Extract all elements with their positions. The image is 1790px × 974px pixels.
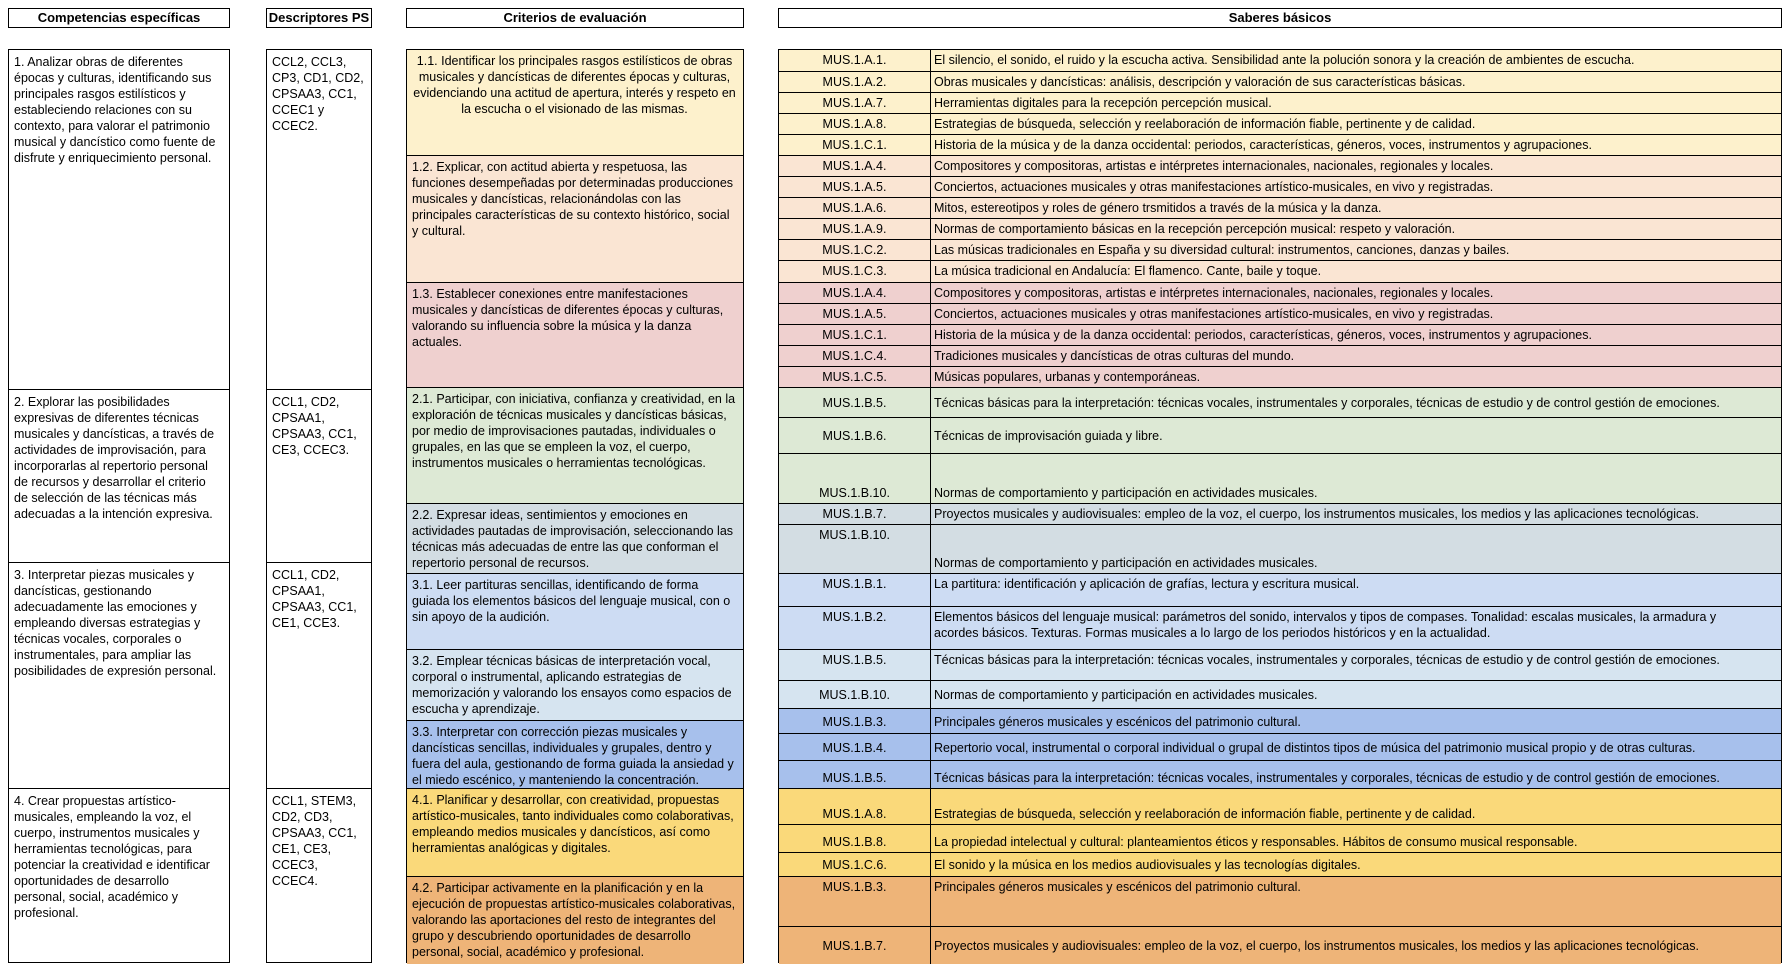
saber-code: MUS.1.B.8. bbox=[779, 825, 931, 852]
saber-text: Técnicas básicas para la interpretación: técnicas vocales, instrumentales y corporales, técnicas de estudio y de control gestión de emociones. bbox=[934, 771, 1720, 785]
competencia-cell bbox=[9, 788, 229, 964]
criterio-text: 2.2. Expresar ideas, sentimientos y emociones en actividades pautadas de improvisación, seleccionando las técnicas más adecuadas de entre las que conforman el repertorio personal de recursos. bbox=[412, 508, 734, 570]
saber-row bbox=[779, 176, 1781, 197]
saber-code: MUS.1.C.4. bbox=[779, 346, 931, 366]
saber-text: Elementos básicos del lenguaje musical: parámetros del sonido, intervalos y tipos de compases. Tonalidad: escalas musicales, la armadura y acordes básicos. Texturas. Formas musicales a lo largo de los periodos históricos y en la actualidad. bbox=[934, 610, 1717, 640]
descriptores-text: CCL1, STEM3, CD2, CD3, CPSAA3, CC1, CE1, CE3, CCEC3, CCEC4. bbox=[272, 794, 357, 888]
saber-code: MUS.1.B.7. bbox=[779, 504, 931, 524]
saber-text: La música tradicional en Andalucía: El flamenco. Cante, baile y toque. bbox=[934, 264, 1322, 278]
criterio-text: 1.2. Explicar, con actitud abierta y respetuosa, las funciones desempeñadas por determinadas producciones musicales y dancísticas, relacionándolas con las principales características de su contexto histórico, social y cultural. bbox=[412, 160, 734, 238]
saber-text: Estrategias de búsqueda, selección y reelaboración de información fiable, pertinente y de calidad. bbox=[934, 807, 1476, 821]
saber-code: MUS.1.B.10. bbox=[779, 454, 931, 503]
saber-row bbox=[779, 218, 1781, 239]
saber-row bbox=[779, 197, 1781, 218]
saber-text: La propiedad intelectual y cultural: planteamientos éticos y responsables. Hábitos de consumo musical responsable. bbox=[934, 835, 1578, 849]
saber-row bbox=[779, 824, 1781, 852]
saber-code: MUS.1.C.3. bbox=[779, 261, 931, 282]
competencia-text: 1. Analizar obras de diferentes épocas y culturas, identificando sus principales rasgos estilísticos y estableciendo relaciones con su contexto, para valorar el patrimonio musical y dancístico como fuente de disfrute y enriquecimiento personal. bbox=[14, 55, 216, 165]
saber-code: MUS.1.B.3. bbox=[779, 709, 931, 733]
criterios-column bbox=[406, 49, 744, 963]
criterio-cell bbox=[407, 50, 743, 155]
criterio-cell bbox=[407, 876, 743, 964]
criterio-text: 3.2. Emplear técnicas básicas de interpretación vocal, corporal o instrumental, aplicando estrategias de memorización y valorando los ensayos como espacios de escucha y aprendizaje. bbox=[412, 654, 732, 716]
descriptores-column bbox=[266, 49, 372, 963]
saber-row bbox=[779, 680, 1781, 708]
header-criterios: Criterios de evaluación bbox=[406, 8, 744, 28]
descriptores-text: CCL1, CD2, CPSAA1, CPSAA3, CC1, CE3, CCEC3. bbox=[272, 395, 357, 457]
saber-code: MUS.1.A.8. bbox=[779, 789, 931, 824]
saber-text: Conciertos, actuaciones musicales y otras manifestaciones artístico-musicales, en vivo y registradas. bbox=[934, 180, 1494, 194]
saber-row bbox=[779, 649, 1781, 680]
saber-text: Conciertos, actuaciones musicales y otras manifestaciones artístico-musicales, en vivo y registradas. bbox=[934, 307, 1494, 321]
saber-row bbox=[779, 71, 1781, 92]
saber-code: MUS.1.A.4. bbox=[779, 156, 931, 176]
saber-row bbox=[779, 788, 1781, 824]
saber-row bbox=[779, 733, 1781, 760]
saber-row bbox=[779, 92, 1781, 113]
saber-text: Historia de la música y de la danza occidental: periodos, características, géneros, voces, instrumentos y agrupaciones. bbox=[934, 138, 1592, 152]
descriptores-cell bbox=[267, 50, 371, 389]
criterio-cell bbox=[407, 155, 743, 282]
saber-row bbox=[779, 50, 1781, 71]
saber-row bbox=[779, 282, 1781, 303]
competencia-text: 2. Explorar las posibilidades expresivas de diferentes técnicas musicales y dancísticas, a través de actividades de improvisación, para incorporarlas al repertorio personal de recursos y desarrollar el criterio de selección de las técnicas más adecuadas a la intención expresiva. bbox=[14, 395, 215, 521]
criterio-text: 3.3. Interpretar con corrección piezas musicales y dancísticas sencillas, individuales y grupales, dentro y fuera del aula, gestionando de forma guiada la ansiedad y el miedo escénico, y manteniendo la concentración. bbox=[412, 725, 734, 787]
saber-text: Herramientas digitales para la recepción percepción musical. bbox=[934, 96, 1272, 110]
criterio-cell bbox=[407, 649, 743, 720]
saber-text: Tradiciones musicales y dancísticas de otras culturas del mundo. bbox=[934, 349, 1295, 363]
saber-text: Normas de comportamiento básicas en la recepción percepción musical: respeto y valoración. bbox=[934, 222, 1456, 236]
saber-code: MUS.1.B.3. bbox=[779, 877, 931, 926]
saber-code: MUS.1.A.9. bbox=[779, 219, 931, 239]
saber-code: MUS.1.B.5. bbox=[779, 388, 931, 417]
saber-code: MUS.1.A.4. bbox=[779, 283, 931, 303]
saber-row bbox=[779, 760, 1781, 788]
header-competencias: Competencias específicas bbox=[8, 8, 230, 28]
saberes-column bbox=[778, 49, 1782, 963]
saber-code: MUS.1.A.6. bbox=[779, 198, 931, 218]
saber-row bbox=[779, 113, 1781, 134]
saber-row bbox=[779, 239, 1781, 260]
saber-text: Compositores y compositoras, artistas e intérpretes internacionales, nacionales, regionales y locales. bbox=[934, 286, 1494, 300]
saber-code: MUS.1.C.5. bbox=[779, 367, 931, 387]
descriptores-text: CCL1, CD2, CPSAA1, CPSAA3, CC1, CE1, CCE3. bbox=[272, 568, 357, 630]
saber-code: MUS.1.A.2. bbox=[779, 72, 931, 92]
saber-row bbox=[779, 573, 1781, 606]
saber-code: MUS.1.B.2. bbox=[779, 607, 931, 649]
saber-code: MUS.1.C.1. bbox=[779, 325, 931, 345]
saber-row bbox=[779, 606, 1781, 649]
saber-text: Las músicas tradicionales en España y su diversidad cultural: instrumentos, canciones, danzas y bailes. bbox=[934, 243, 1510, 257]
criterio-text: 2.1. Participar, con iniciativa, confianza y creatividad, en la exploración de técnicas musicales y dancísticas básicas, por medio de improvisaciones pautadas, individuales o grupales, en las que se empleen la voz, el cuerpo, instrumentos musicales o herramientas tecnológicas. bbox=[412, 392, 736, 470]
saber-code: MUS.1.A.1. bbox=[779, 50, 931, 71]
saber-text: El sonido y la música en los medios audiovisuales y las tecnologías digitales. bbox=[934, 858, 1361, 872]
descriptores-cell bbox=[267, 562, 371, 788]
saber-code: MUS.1.A.5. bbox=[779, 304, 931, 324]
saber-row bbox=[779, 303, 1781, 324]
saber-row bbox=[779, 876, 1781, 926]
saber-text: Principales géneros musicales y escénicos del patrimonio cultural. bbox=[934, 880, 1301, 894]
criterio-cell bbox=[407, 788, 743, 876]
header-saberes: Saberes básicos bbox=[778, 8, 1782, 28]
saber-row bbox=[779, 417, 1781, 453]
saber-text: Técnicas de improvisación guiada y libre. bbox=[934, 429, 1163, 443]
saber-code: MUS.1.B.6. bbox=[779, 418, 931, 453]
saber-text: Mitos, estereotipos y roles de género trsmitidos a través de la música y la danza. bbox=[934, 201, 1382, 215]
saber-text: El silencio, el sonido, el ruido y la escucha activa. Sensibilidad ante la polución sonora y la creación de ambientes de escucha. bbox=[934, 53, 1635, 67]
saber-text: Músicas populares, urbanas y contemporáneas. bbox=[934, 370, 1201, 384]
saber-row bbox=[779, 708, 1781, 733]
saber-text: Proyectos musicales y audiovisuales: empleo de la voz, el cuerpo, los instrumentos musicales, los medios y las aplicaciones tecnológicas. bbox=[934, 507, 1699, 521]
criterio-text: 3.1. Leer partituras sencillas, identificando de forma guiada los elementos básicos del lenguaje musical, con o sin apoyo de la audición. bbox=[412, 578, 731, 624]
saber-row bbox=[779, 503, 1781, 524]
saber-text: Compositores y compositoras, artistas e intérpretes internacionales, nacionales, regionales y locales. bbox=[934, 159, 1494, 173]
saber-code: MUS.1.C.2. bbox=[779, 240, 931, 260]
criterio-cell bbox=[407, 282, 743, 387]
competencias-column bbox=[8, 49, 230, 963]
saber-row bbox=[779, 345, 1781, 366]
saber-text: Obras musicales y dancísticas: análisis, descripción y valoración de sus características básicas. bbox=[934, 75, 1466, 89]
competencia-text: 4. Crear propuestas artístico-musicales, empleando la voz, el cuerpo, instrumentos musicales y herramientas tecnológicas, para potenciar la creatividad e identificar oportunidades de desarrollo personal, social, académico y profesional. bbox=[14, 794, 210, 920]
saber-row bbox=[779, 260, 1781, 282]
saber-row bbox=[779, 926, 1781, 964]
saber-row bbox=[779, 155, 1781, 176]
saber-code: MUS.1.B.1. bbox=[779, 574, 931, 606]
saber-text: Normas de comportamiento y participación en actividades musicales. bbox=[934, 556, 1318, 570]
saber-text: Historia de la música y de la danza occidental: periodos, características, géneros, voces, instrumentos y agrupaciones. bbox=[934, 328, 1592, 342]
criterio-cell bbox=[407, 720, 743, 788]
saber-text: Técnicas básicas para la interpretación: técnicas vocales, instrumentales y corporales, técnicas de estudio y de control gestión de emociones. bbox=[934, 396, 1720, 410]
saber-code: MUS.1.A.5. bbox=[779, 177, 931, 197]
criterio-cell bbox=[407, 387, 743, 503]
saber-row bbox=[779, 524, 1781, 573]
criterio-text: 4.2. Participar activamente en la planificación y en la ejecución de propuestas artístico-musicales colaborativas, valorando las aportaciones del resto de integrantes del grupo y descubriendo oportunidades de desarrollo personal, social, académico y profesional. bbox=[412, 881, 736, 959]
saber-code: MUS.1.A.8. bbox=[779, 114, 931, 134]
saber-text: La partitura: identificación y aplicación de grafías, lectura y escritura musical. bbox=[934, 577, 1360, 591]
saber-row bbox=[779, 852, 1781, 876]
descriptores-text: CCL2, CCL3, CP3, CD1, CD2, CPSAA3, CC1, CCEC1 y CCEC2. bbox=[272, 55, 364, 133]
saber-code: MUS.1.B.5. bbox=[779, 650, 931, 680]
saber-row bbox=[779, 453, 1781, 503]
saber-row bbox=[779, 324, 1781, 345]
saber-code: MUS.1.C.6. bbox=[779, 853, 931, 876]
saber-row bbox=[779, 134, 1781, 155]
saber-code: MUS.1.B.10. bbox=[779, 681, 931, 708]
saber-code: MUS.1.B.5. bbox=[779, 761, 931, 788]
competencia-cell bbox=[9, 562, 229, 788]
saber-row bbox=[779, 387, 1781, 417]
saber-code: MUS.1.C.1. bbox=[779, 135, 931, 155]
criterio-text: 1.1. Identificar los principales rasgos estilísticos de obras musicales y dancísticas de diferentes épocas y culturas, evidenciando una actitud de apertura, interés y respeto en la escucha o el visionado de las mismas. bbox=[413, 54, 736, 116]
descriptores-cell bbox=[267, 788, 371, 964]
saber-code: MUS.1.A.7. bbox=[779, 93, 931, 113]
saber-code: MUS.1.B.4. bbox=[779, 734, 931, 760]
saber-text: Principales géneros musicales y escénicos del patrimonio cultural. bbox=[934, 714, 1301, 729]
saber-code: MUS.1.B.7. bbox=[779, 927, 931, 964]
saber-text: Proyectos musicales y audiovisuales: empleo de la voz, el cuerpo, los instrumentos musicales, los medios y las aplicaciones tecnológicas. bbox=[934, 939, 1699, 953]
saber-text: Normas de comportamiento y participación en actividades musicales. bbox=[934, 486, 1318, 500]
criterio-cell bbox=[407, 573, 743, 649]
header-descriptores: Descriptores PS bbox=[266, 8, 372, 28]
criterio-text: 1.3. Establecer conexiones entre manifestaciones musicales y dancísticas de diferentes épocas y culturas, valorando su influencia sobre la música y la danza actuales. bbox=[412, 287, 724, 349]
saber-row bbox=[779, 366, 1781, 387]
criterio-cell bbox=[407, 503, 743, 573]
saber-text: Repertorio vocal, instrumental o corporal individual o grupal de distintos tipos de música del patrimonio musical propio y de otras culturas. bbox=[934, 740, 1696, 755]
saber-code: MUS.1.B.10. bbox=[779, 525, 931, 573]
saber-text: Estrategias de búsqueda, selección y reelaboración de información fiable, pertinente y de calidad. bbox=[934, 117, 1476, 131]
descriptores-cell bbox=[267, 389, 371, 562]
saber-text: Normas de comportamiento y participación en actividades musicales. bbox=[934, 688, 1318, 702]
competencia-cell bbox=[9, 389, 229, 562]
criterio-text: 4.1. Planificar y desarrollar, con creatividad, propuestas artístico-musicales, tanto individuales como colaborativas, empleando medios musicales y dancísticos, así como herramientas analógicas y digitales. bbox=[412, 793, 734, 855]
competencia-text: 3. Interpretar piezas musicales y dancísticas, gestionando adecuadamente las emociones y empleando diversas estrategias y técnicas vocales, corporales o instrumentales, para ampliar las posibilidades de expresión personal. bbox=[14, 568, 217, 678]
saber-text: Técnicas básicas para la interpretación: técnicas vocales, instrumentales y corporales, técnicas de estudio y de control gestión de emociones. bbox=[934, 653, 1720, 667]
competencia-cell bbox=[9, 50, 229, 389]
